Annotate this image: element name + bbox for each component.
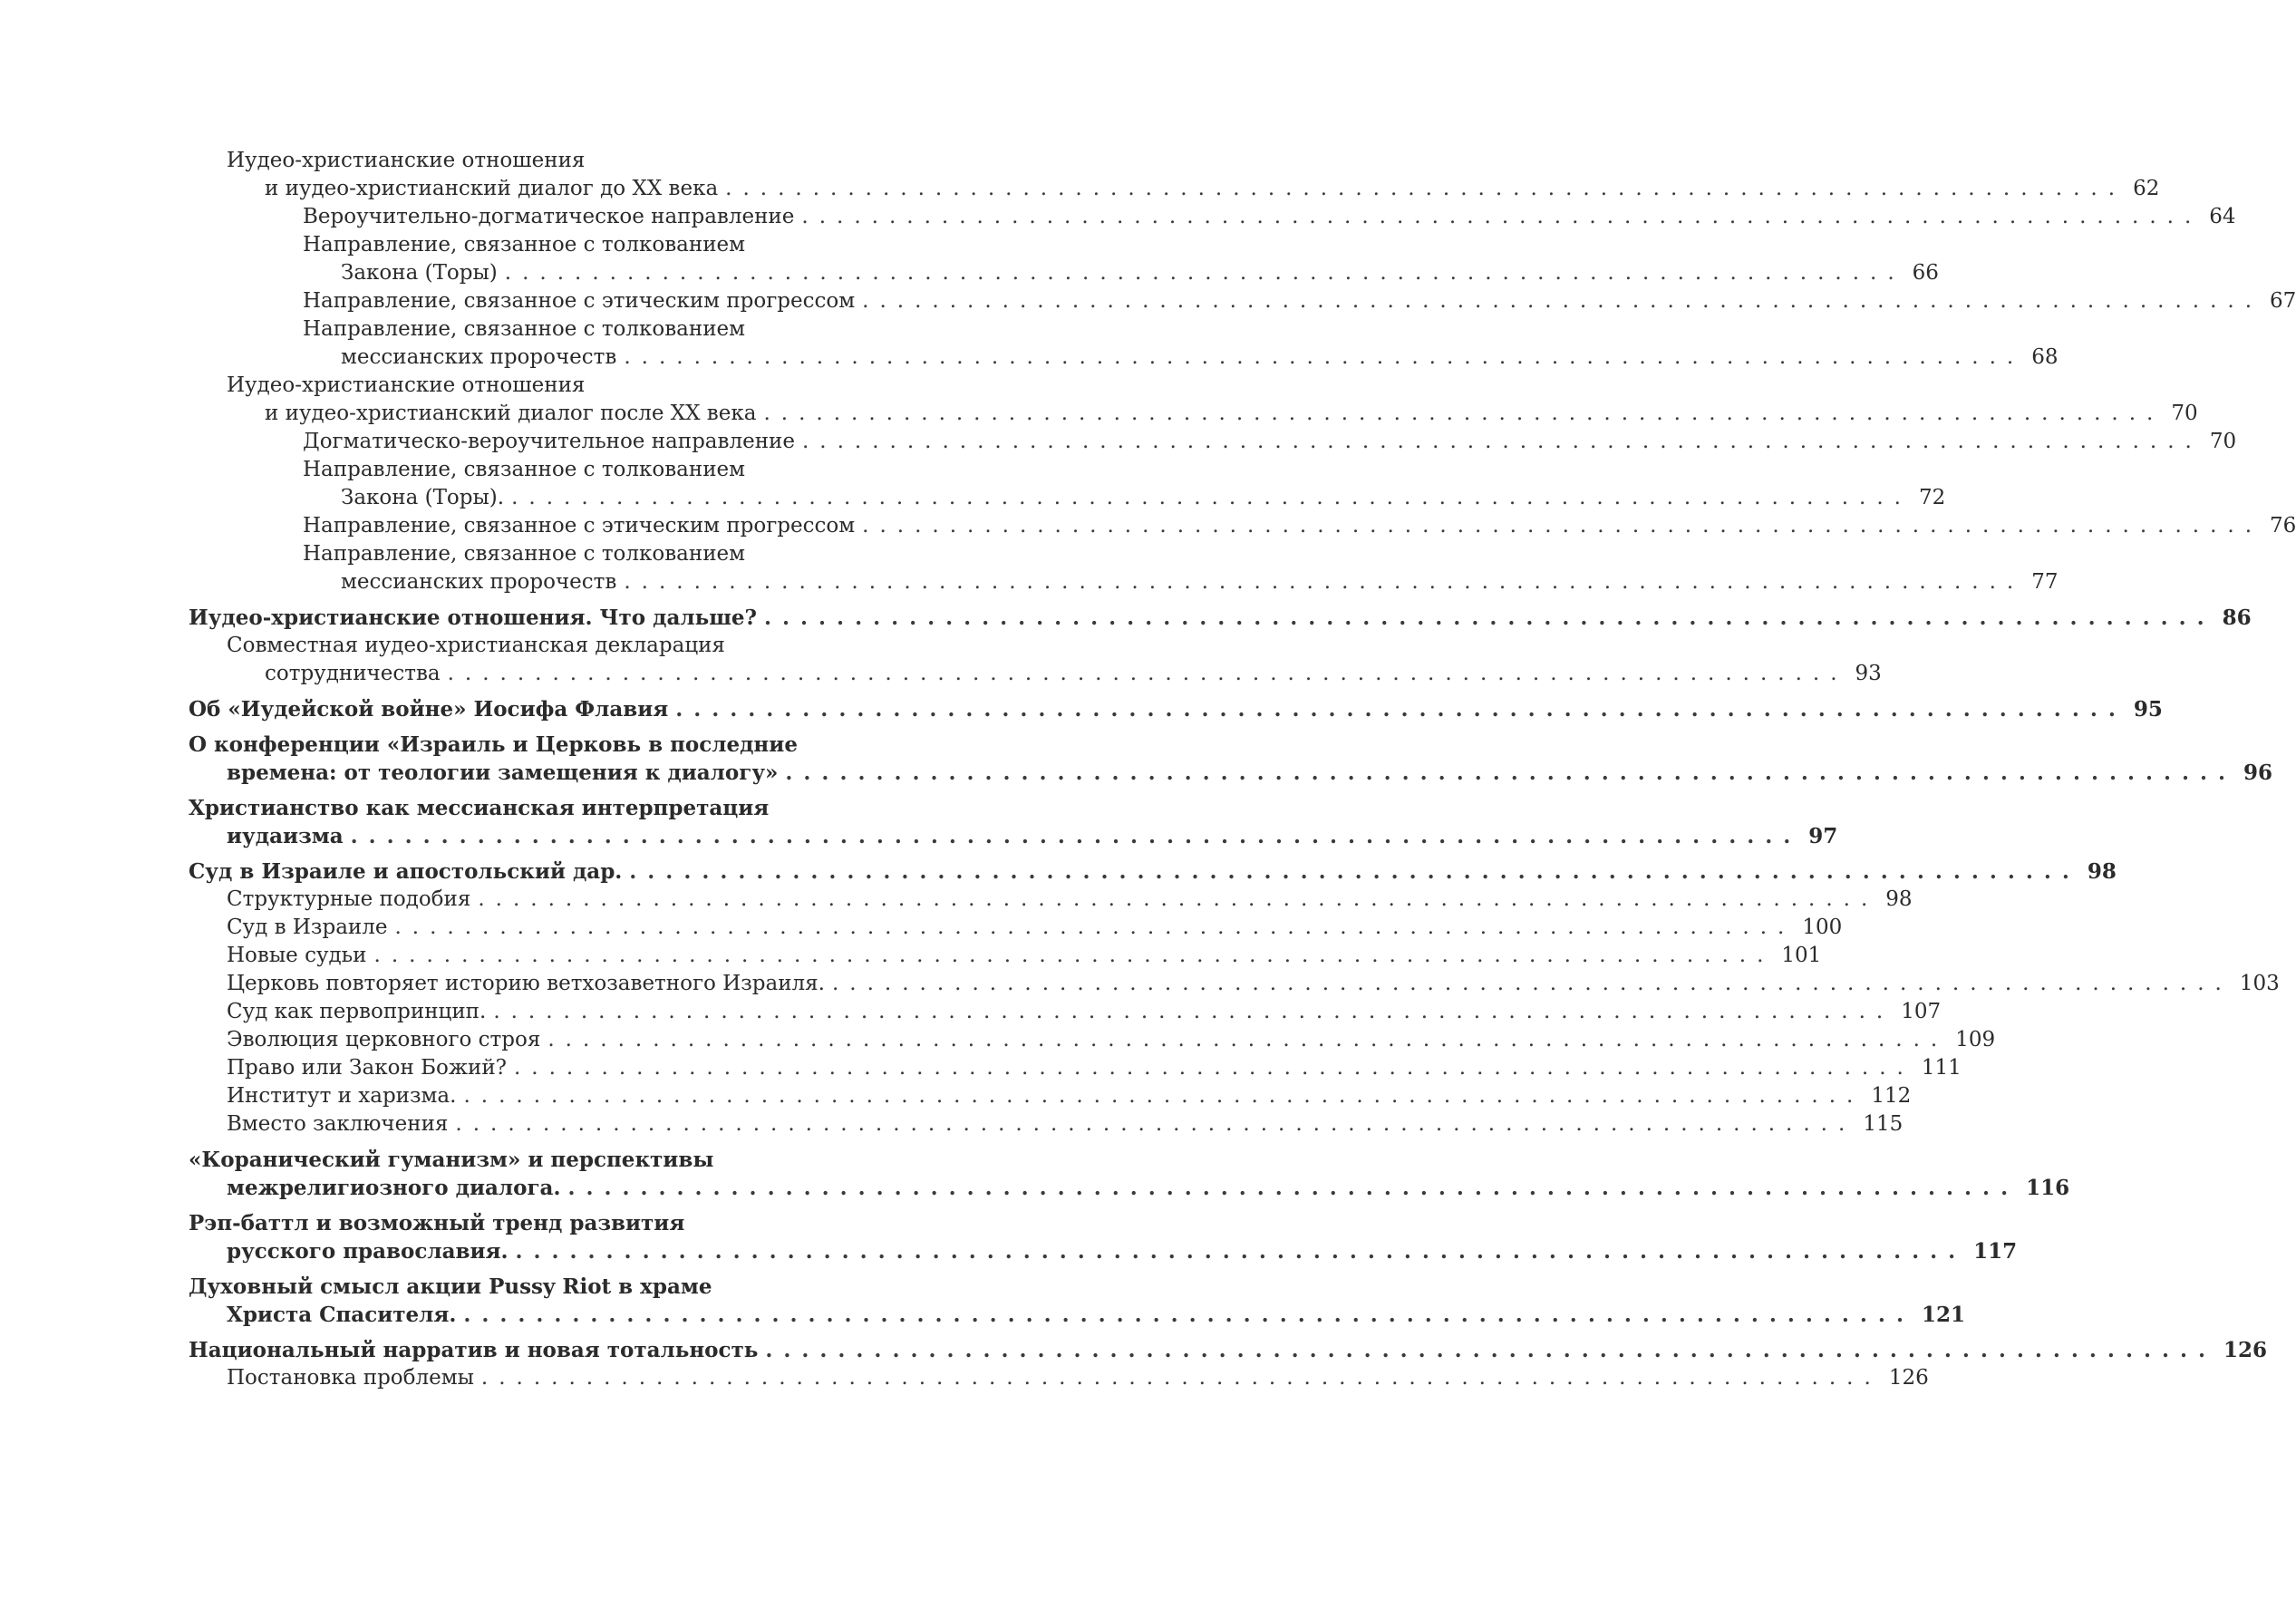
toc-page-number: 98 — [1885, 887, 1913, 911]
toc-page-number: 70 — [2171, 402, 2198, 425]
leader-dots: ................................................................................ — [785, 761, 2237, 785]
section-gap — [189, 850, 966, 857]
leader-dots: ................................................................................ — [624, 345, 2025, 369]
toc-page-number: 107 — [1901, 1000, 1942, 1023]
leader-dots: ................................................................................ — [480, 1366, 1882, 1390]
section-gap — [189, 1202, 966, 1209]
leader-dots: ................................................................................ — [504, 261, 1905, 285]
toc-entry-title: Новые судьи — [227, 944, 367, 967]
leader-dots: ................................................................................ — [547, 1028, 1949, 1051]
toc-entry-title: Национальный нарратив и новая тотальность — [189, 1338, 759, 1362]
toc-page-number: 66 — [1912, 261, 1939, 285]
toc-page-number: 103 — [2239, 972, 2280, 995]
leader-dots: ................................................................................ — [624, 570, 2025, 594]
leader-dots: ................................................................................ — [831, 972, 2233, 995]
toc-page-number: 77 — [2031, 570, 2059, 594]
toc-entry-title: Структурные подобия — [227, 887, 471, 911]
toc-entry-title: Суд как первопринцип. — [227, 1000, 487, 1023]
toc-entry-title: Вместо заключения — [227, 1112, 449, 1136]
toc-entry[interactable] — [189, 604, 2252, 632]
section-gap — [189, 787, 966, 794]
leader-dots: ................................................................................ — [493, 1000, 1894, 1023]
toc-entry-title: и иудео-христианский диалог после XX века — [265, 402, 757, 425]
toc-entry[interactable] — [189, 1364, 1929, 1392]
toc-entry[interactable] — [189, 147, 2160, 203]
leader-dots: ................................................................................ — [801, 430, 2203, 453]
toc-entry-title: Иудео-христианские отношения — [227, 149, 586, 172]
toc-page-number: 101 — [1781, 944, 1822, 967]
toc-entry-title: Направление, связанное с толкованием — [303, 317, 746, 341]
leader-dots: ................................................................................ — [478, 887, 1879, 911]
toc-entry-title: мессианских пророчеств — [341, 345, 617, 369]
toc-entry[interactable] — [189, 942, 1822, 970]
toc-entry-title: времена: от теологии замещения к диалогу» — [227, 761, 779, 785]
toc-entry[interactable] — [189, 1026, 1996, 1054]
leader-dots: ................................................................................ — [373, 944, 1775, 967]
toc-entry[interactable] — [189, 1082, 1912, 1110]
toc-entry[interactable] — [189, 456, 1946, 512]
toc-entry-title: Христа Спасителя. — [227, 1303, 457, 1327]
toc-entry-title: Рэп-баттл и возможный тренд развития — [189, 1211, 685, 1235]
toc-entry-title: Суд в Израиле и апостольский дар. — [189, 859, 623, 884]
toc-page-number: 93 — [1855, 662, 1882, 685]
toc-page-number: 70 — [2209, 430, 2237, 453]
toc-entry-title: русского православия. — [227, 1239, 509, 1264]
toc-entry[interactable] — [189, 1110, 1904, 1138]
toc-page-number: 121 — [1921, 1303, 1965, 1327]
toc-entry-title: Иудео-христианские отношения. Что дальше? — [189, 606, 758, 630]
toc-entry-title: иудаизма — [227, 824, 344, 848]
toc-page-number: 112 — [1871, 1084, 1912, 1108]
leader-dots: ................................................................................ — [463, 1303, 1914, 1327]
leader-dots: ................................................................................ — [511, 486, 1912, 509]
toc-entry[interactable] — [189, 1054, 1962, 1082]
toc-page-number: 67 — [2270, 289, 2296, 313]
toc-entry-title: Суд в Израиле — [227, 916, 388, 939]
toc-entry[interactable] — [189, 970, 2280, 998]
leader-dots: ................................................................................ — [764, 606, 2215, 630]
toc-entry-title: Направление, связанное с толкованием — [303, 233, 746, 257]
toc-page-number: 98 — [2087, 859, 2117, 884]
toc-entry-title: Церковь повторяет историю ветхозаветного Израиля. — [227, 972, 825, 995]
toc-entry-title: Постановка проблемы — [227, 1366, 474, 1390]
leader-dots: ................................................................................ — [725, 177, 2126, 200]
toc-entry[interactable] — [189, 998, 1942, 1026]
toc-entry[interactable] — [189, 632, 1882, 688]
leader-dots: ................................................................................ — [447, 662, 1848, 685]
toc-entry[interactable] — [189, 1146, 2070, 1202]
section-gap — [189, 1138, 966, 1146]
toc-entry-title: межрелигиозного диалога. — [227, 1176, 561, 1200]
toc-entry-title: Направление, связанное с этическим прогрессом — [303, 289, 856, 313]
toc-entry-title: О конференции «Израиль и Церковь в последние — [189, 732, 798, 757]
toc-entry[interactable] — [189, 794, 1838, 850]
leader-dots: ................................................................................ — [801, 205, 2203, 228]
toc-page-number: 115 — [1863, 1112, 1904, 1136]
toc-entry-title: Эволюция церковного строя — [227, 1028, 541, 1051]
toc-page-number: 126 — [2223, 1338, 2267, 1362]
toc-page-number: 62 — [2133, 177, 2160, 200]
toc-page-number: 117 — [1973, 1239, 2018, 1264]
toc-entry[interactable] — [189, 695, 2163, 723]
toc-entry-title: Институт и харизма. — [227, 1084, 457, 1108]
toc-page-number: 95 — [2133, 697, 2163, 722]
toc-entry[interactable] — [189, 428, 2237, 456]
leader-dots: ................................................................................ — [455, 1112, 1856, 1136]
toc-page-number: 100 — [1802, 916, 1843, 939]
toc-page-number: 72 — [1918, 486, 1946, 509]
leader-dots: ................................................................................ — [862, 514, 2263, 538]
toc-page-number: 109 — [1955, 1028, 1996, 1051]
toc-page-number: 96 — [2243, 761, 2273, 785]
toc-page-number: 64 — [2209, 205, 2236, 228]
section-gap — [189, 723, 966, 731]
leader-dots: ................................................................................ — [515, 1239, 1967, 1264]
toc-entry[interactable] — [189, 512, 2296, 540]
toc-entry-title: Право или Закон Божий? — [227, 1056, 507, 1080]
toc-page-number: 68 — [2031, 345, 2059, 369]
toc-entry[interactable] — [189, 1209, 2018, 1265]
toc-entry[interactable] — [189, 540, 2059, 596]
toc-page-number: 97 — [1808, 824, 1838, 848]
toc-entry-title: и иудео-христианский диалог до XX века — [265, 177, 719, 200]
toc-page-number: 116 — [2026, 1176, 2070, 1200]
toc-entry[interactable] — [189, 372, 2198, 428]
toc-entry-title: сотрудничества — [265, 662, 441, 685]
toc-page-number: 126 — [1888, 1366, 1929, 1390]
toc-entry[interactable] — [189, 857, 2117, 886]
leader-dots: ................................................................................ — [513, 1056, 1914, 1080]
leader-dots: ................................................................................ — [765, 1338, 2216, 1362]
toc-entry-title: Направление, связанное с толкованием — [303, 458, 746, 481]
toc-entry-title: Об «Иудейской войне» Иосифа Флавия — [189, 697, 669, 722]
toc-entry-title: Закона (Торы). — [341, 486, 505, 509]
toc-page-number: 86 — [2222, 606, 2252, 630]
toc-entry[interactable] — [189, 1273, 1965, 1329]
leader-dots: ................................................................................ — [763, 402, 2165, 425]
toc-entry-title: Христианство как мессианская интерпретация — [189, 796, 770, 820]
toc-entry[interactable] — [189, 886, 1913, 914]
leader-dots: ................................................................................ — [567, 1176, 2020, 1200]
toc-entry-title: «Коранический гуманизм» и перспективы — [189, 1148, 714, 1172]
toc-entry-title: мессианских пророчеств — [341, 570, 617, 594]
toc-entry-title: Направление, связанное с этическим прогрессом — [303, 514, 856, 538]
toc-entry[interactable] — [189, 315, 2059, 372]
toc-entry[interactable] — [189, 1336, 2267, 1364]
toc-entry-title: Иудео-христианские отношения — [227, 373, 586, 397]
leader-dots: ................................................................................ — [675, 697, 2126, 722]
leader-dots: ................................................................................ — [394, 916, 1796, 939]
toc-page-number: 111 — [1921, 1056, 1962, 1080]
toc-entry[interactable] — [189, 231, 1939, 287]
toc-entry-title: Догматическо-вероучительное направление — [303, 430, 795, 453]
section-gap — [189, 688, 966, 695]
toc-page-number: 76 — [2270, 514, 2296, 538]
section-gap — [189, 596, 966, 604]
toc-entry[interactable] — [189, 731, 2273, 787]
leader-dots: ................................................................................ — [629, 859, 2080, 884]
toc-entry-title: Духовный смысл акции Pussy Riot в храме — [189, 1274, 712, 1299]
toc-entry-title: Вероучительно-догматическое направление — [303, 205, 795, 228]
toc-entry[interactable] — [189, 914, 1843, 942]
toc-entry[interactable] — [189, 287, 2296, 315]
section-gap — [189, 1329, 966, 1336]
toc-entry[interactable] — [189, 203, 2236, 231]
leader-dots: ................................................................................ — [463, 1084, 1865, 1108]
section-gap — [189, 1265, 966, 1273]
table-of-contents — [189, 147, 2296, 1392]
leader-dots: ................................................................................ — [862, 289, 2263, 313]
toc-entry-title: Совместная иудео-христианская декларация — [227, 634, 725, 657]
leader-dots: ................................................................................ — [350, 824, 1802, 848]
toc-entry-title: Направление, связанное с толкованием — [303, 542, 746, 566]
toc-entry-title: Закона (Торы) — [341, 261, 498, 285]
